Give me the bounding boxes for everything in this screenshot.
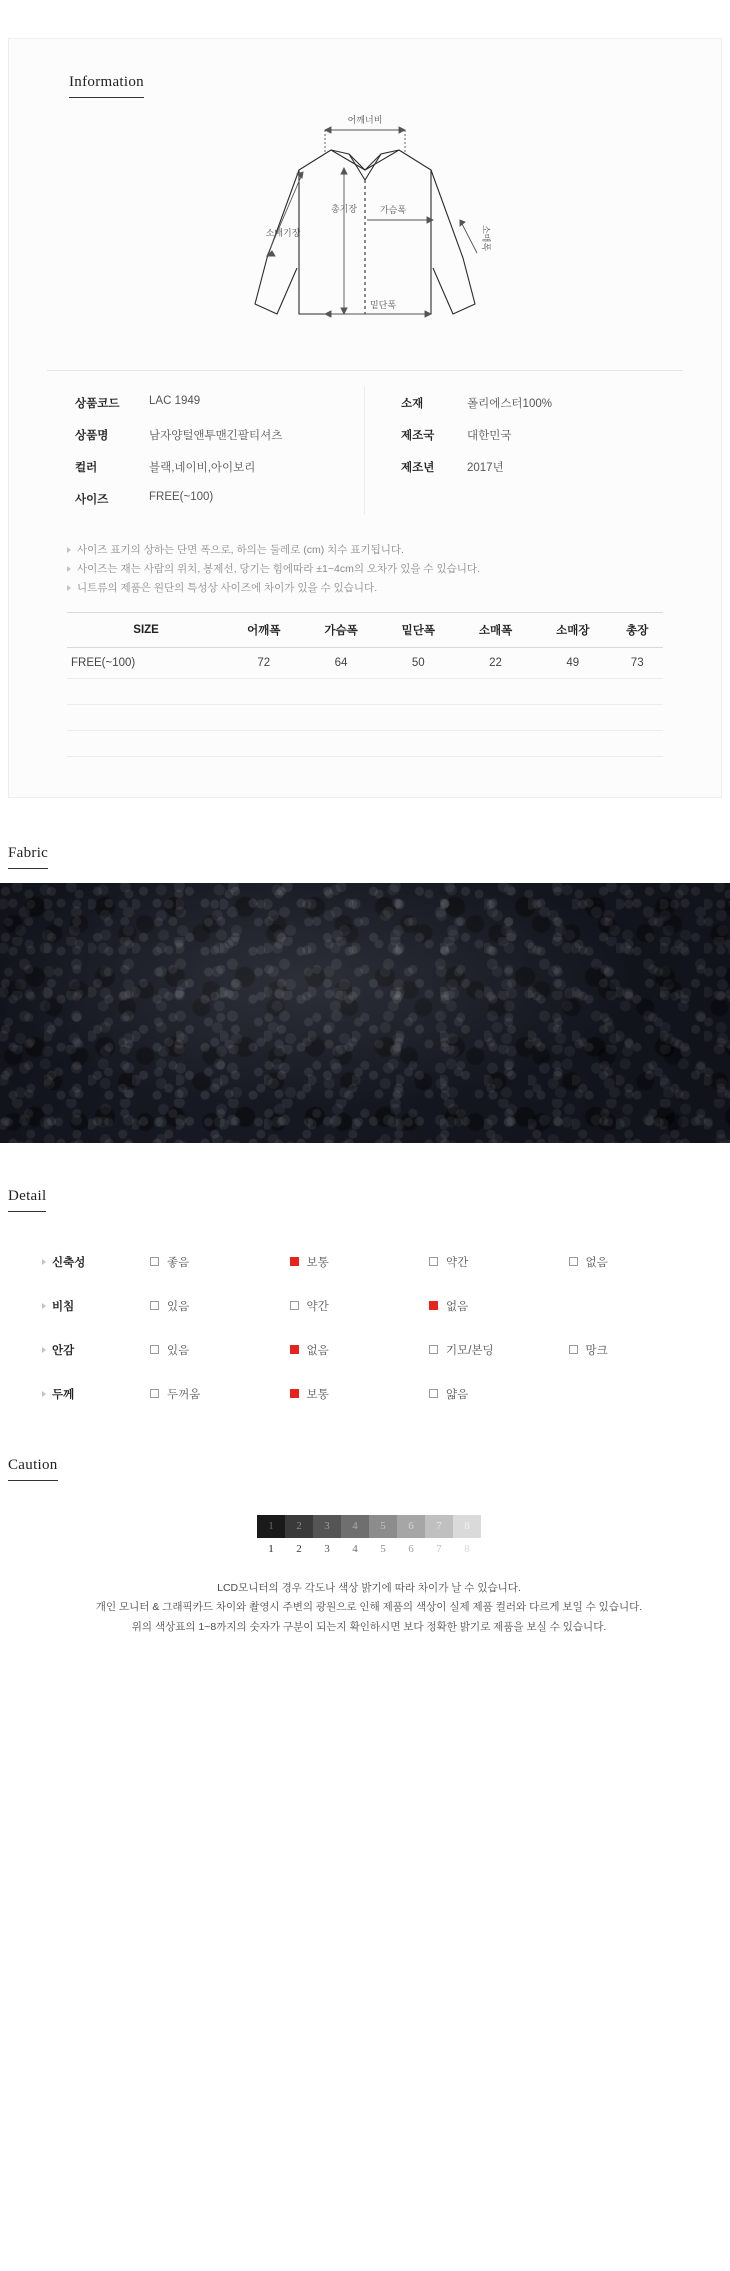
size-cell: FREE(~100) <box>67 647 225 678</box>
garment-svg <box>215 108 515 348</box>
spec-value: 블랙,네이비,아이보리 <box>149 462 256 474</box>
spec-row <box>371 387 677 419</box>
spec-value: LAC 1949 <box>149 395 201 407</box>
swatch-cell: 4 <box>341 1515 369 1538</box>
detail-option-empty <box>569 1298 709 1314</box>
spec-value: FREE(~100) <box>149 491 214 503</box>
detail-option-label: 기모/본딩 <box>446 1344 494 1357</box>
note-text: 사이즈 표기의 상하는 단면 폭으로, 하의는 둘레로 (cm) 치수 표기됩니다. <box>77 544 404 556</box>
label-shoulder: 어깨너비 <box>347 116 383 126</box>
fabric-sheen-overlay <box>0 883 730 1143</box>
swatch-cell: 3 <box>313 1515 341 1538</box>
spec-key: 제조년 <box>401 462 435 474</box>
triangle-bullet-icon <box>67 547 71 553</box>
detail-option[interactable] <box>569 1254 709 1270</box>
spec-column-left <box>47 387 365 515</box>
detail-row-label <box>30 1254 150 1270</box>
triangle-bullet-icon <box>42 1391 46 1397</box>
swatch-cell: 8 <box>453 1538 481 1561</box>
note-item <box>67 579 683 598</box>
size-notes <box>47 541 683 598</box>
size-table <box>67 612 663 757</box>
spec-row <box>53 451 358 483</box>
detail-rows <box>8 1240 730 1416</box>
checkbox-unchecked-icon[interactable] <box>569 1257 578 1266</box>
detail-option[interactable] <box>290 1254 430 1270</box>
detail-row-sheerness <box>30 1284 708 1328</box>
checkbox-unchecked-icon[interactable] <box>429 1389 438 1398</box>
spec-table <box>47 370 683 515</box>
triangle-bullet-icon <box>67 566 71 572</box>
label-sleeve-width: 소매폭 <box>480 224 490 252</box>
checkbox-unchecked-icon[interactable] <box>429 1257 438 1266</box>
checkbox-unchecked-icon[interactable] <box>150 1389 159 1398</box>
size-cell: 72 <box>225 647 302 678</box>
swatch-row-light <box>257 1538 481 1561</box>
spec-row <box>53 483 358 515</box>
spec-key: 상품코드 <box>75 398 120 410</box>
detail-row-lining <box>30 1328 708 1372</box>
size-table-header-cell: 밑단폭 <box>380 612 457 647</box>
fabric-photo <box>0 883 730 1143</box>
checkbox-unchecked-icon[interactable] <box>569 1345 578 1354</box>
detail-option[interactable] <box>290 1298 430 1314</box>
checkbox-checked-icon[interactable] <box>429 1301 438 1310</box>
detail-option-label: 있음 <box>167 1300 190 1313</box>
detail-option[interactable] <box>150 1254 290 1270</box>
spec-key: 소재 <box>401 398 424 410</box>
caution-title: Caution <box>8 1457 58 1481</box>
information-card <box>8 38 722 798</box>
detail-option-label: 없음 <box>306 1344 329 1357</box>
detail-option-label: 약간 <box>446 1256 469 1269</box>
swatch-cell: 7 <box>425 1515 453 1538</box>
detail-option[interactable] <box>429 1254 569 1270</box>
note-text: 사이즈는 재는 사람의 위치, 봉제선, 당기는 힘에따라 ±1~4cm의 오차가 있을 수 있습니다. <box>77 562 480 575</box>
spec-key: 제조국 <box>401 430 435 442</box>
detail-option[interactable] <box>429 1342 569 1358</box>
checkbox-checked-icon[interactable] <box>290 1389 299 1398</box>
detail-option[interactable] <box>150 1342 290 1358</box>
size-cell: 50 <box>380 647 457 678</box>
spec-value: 대한민국 <box>467 430 512 442</box>
empty-cell <box>67 704 663 730</box>
size-table-header-cell: 소매장 <box>534 612 611 647</box>
size-cell: 22 <box>457 647 534 678</box>
swatch-cell: 6 <box>397 1538 425 1561</box>
detail-options <box>150 1342 708 1358</box>
detail-option-label: 있음 <box>167 1344 190 1357</box>
detail-option-label: 망크 <box>585 1344 608 1357</box>
detail-option-label: 없음 <box>585 1256 608 1269</box>
swatch-cell: 2 <box>285 1538 313 1561</box>
empty-cell <box>67 730 663 756</box>
size-table-header-cell: 가슴폭 <box>302 612 379 647</box>
checkbox-unchecked-icon[interactable] <box>150 1345 159 1354</box>
caution-line: 개인 모니터 & 그래픽카드 차이와 촬영시 주변의 광원으로 인해 제품의 색상이 실제 제품 컬러와 다르게 보일 수 있습니다. <box>95 1601 643 1614</box>
swatch-cell: 8 <box>453 1515 481 1538</box>
triangle-bullet-icon <box>42 1259 46 1265</box>
checkbox-unchecked-icon[interactable] <box>150 1301 159 1310</box>
detail-label-text: 신축성 <box>52 1256 86 1269</box>
information-title: Information <box>69 74 144 98</box>
label-total-length: 총기장 <box>330 205 358 215</box>
spec-row <box>371 451 677 483</box>
detail-option[interactable] <box>569 1342 709 1358</box>
table-row-empty <box>67 704 663 730</box>
caution-text <box>8 1579 730 1637</box>
spec-row <box>371 419 677 451</box>
spec-value: 2017년 <box>467 462 504 474</box>
size-table-header-cell: 소매폭 <box>457 612 534 647</box>
detail-row-label <box>30 1386 150 1402</box>
size-table-header-cell: SIZE <box>67 612 225 647</box>
swatch-grid <box>257 1515 481 1561</box>
spec-column-right <box>365 387 683 515</box>
size-cell: 49 <box>534 647 611 678</box>
detail-label-text: 두께 <box>52 1388 75 1401</box>
product-detail-page <box>0 38 730 1697</box>
size-table-header-cell: 총장 <box>611 612 663 647</box>
checkbox-checked-icon[interactable] <box>290 1257 299 1266</box>
spec-value: 남자양털앤투맨긴팔티셔츠 <box>149 430 283 442</box>
swatch-cell: 7 <box>425 1538 453 1561</box>
triangle-bullet-icon <box>42 1347 46 1353</box>
empty-cell <box>67 678 663 704</box>
detail-option-label: 약간 <box>306 1300 329 1313</box>
detail-label-text: 안감 <box>52 1344 75 1357</box>
triangle-bullet-icon <box>67 585 71 591</box>
detail-options <box>150 1254 708 1270</box>
swatch-cell: 3 <box>313 1538 341 1561</box>
size-cell: 64 <box>302 647 379 678</box>
size-cell: 73 <box>611 647 663 678</box>
checkbox-unchecked-icon[interactable] <box>150 1257 159 1266</box>
swatch-cell: 5 <box>369 1538 397 1561</box>
table-row <box>67 647 663 678</box>
caution-line: 위의 색상표의 1~8까지의 숫자가 구분이 되는지 확인하시면 보다 정확한 밝기로 제품을 보실 수 있습니다. <box>131 1620 607 1633</box>
detail-option-label: 좋음 <box>167 1256 190 1269</box>
detail-option[interactable] <box>150 1298 290 1314</box>
detail-option[interactable] <box>290 1342 430 1358</box>
detail-row-label <box>30 1298 150 1314</box>
spec-value: 폴리에스터100% <box>467 398 552 410</box>
note-text: 니트류의 제품은 원단의 특성상 사이즈에 차이가 있을 수 있습니다. <box>77 581 378 594</box>
size-table-header-cell: 어깨폭 <box>225 612 302 647</box>
detail-option[interactable] <box>429 1386 569 1402</box>
note-item <box>67 560 683 579</box>
caution-section <box>0 1456 730 1697</box>
swatch-cell: 1 <box>257 1515 285 1538</box>
swatch-row-dark <box>257 1515 481 1538</box>
checkbox-unchecked-icon[interactable] <box>429 1345 438 1354</box>
swatch-cell: 4 <box>341 1538 369 1561</box>
detail-label-text: 비침 <box>52 1300 75 1313</box>
monitor-calibration-chart <box>8 1515 730 1561</box>
checkbox-unchecked-icon[interactable] <box>290 1301 299 1310</box>
detail-option-label: 보통 <box>306 1388 329 1401</box>
swatch-cell: 2 <box>285 1515 313 1538</box>
detail-options <box>150 1386 708 1402</box>
spec-key: 사이즈 <box>75 494 109 506</box>
detail-row-label <box>30 1342 150 1358</box>
detail-option[interactable] <box>429 1298 569 1314</box>
detail-row-stretch <box>30 1240 708 1284</box>
detail-option[interactable] <box>150 1386 290 1402</box>
size-table-header-row <box>67 612 663 647</box>
spec-row <box>53 387 358 419</box>
fabric-title: Fabric <box>8 845 48 869</box>
detail-option-label: 보통 <box>306 1256 329 1269</box>
detail-row-thickness <box>30 1372 708 1416</box>
spec-key: 상품명 <box>75 430 109 442</box>
fabric-section <box>0 844 730 1143</box>
detail-option-empty <box>569 1386 709 1402</box>
detail-section <box>0 1187 730 1416</box>
swatch-cell: 1 <box>257 1538 285 1561</box>
caution-line: LCD모니터의 경우 각도나 색상 밝기에 따라 차이가 날 수 있습니다. <box>217 1581 521 1594</box>
checkbox-checked-icon[interactable] <box>290 1345 299 1354</box>
detail-option-label: 없음 <box>446 1300 469 1313</box>
label-chest: 가슴폭 <box>379 206 407 216</box>
swatch-cell: 6 <box>397 1515 425 1538</box>
table-row-empty <box>67 730 663 756</box>
detail-option-label: 얇음 <box>446 1388 469 1401</box>
detail-title: Detail <box>8 1188 46 1212</box>
swatch-cell: 5 <box>369 1515 397 1538</box>
triangle-bullet-icon <box>42 1303 46 1309</box>
table-row-empty <box>67 678 663 704</box>
detail-options <box>150 1298 708 1314</box>
detail-option[interactable] <box>290 1386 430 1402</box>
label-hem: 밑단폭 <box>369 301 397 311</box>
spec-row <box>53 419 358 451</box>
garment-measurement-diagram <box>47 108 683 348</box>
note-item <box>67 541 683 560</box>
spec-key: 컬러 <box>75 462 98 474</box>
label-sleeve-length: 소매기장 <box>265 229 301 239</box>
detail-option-label: 두꺼움 <box>167 1388 201 1401</box>
